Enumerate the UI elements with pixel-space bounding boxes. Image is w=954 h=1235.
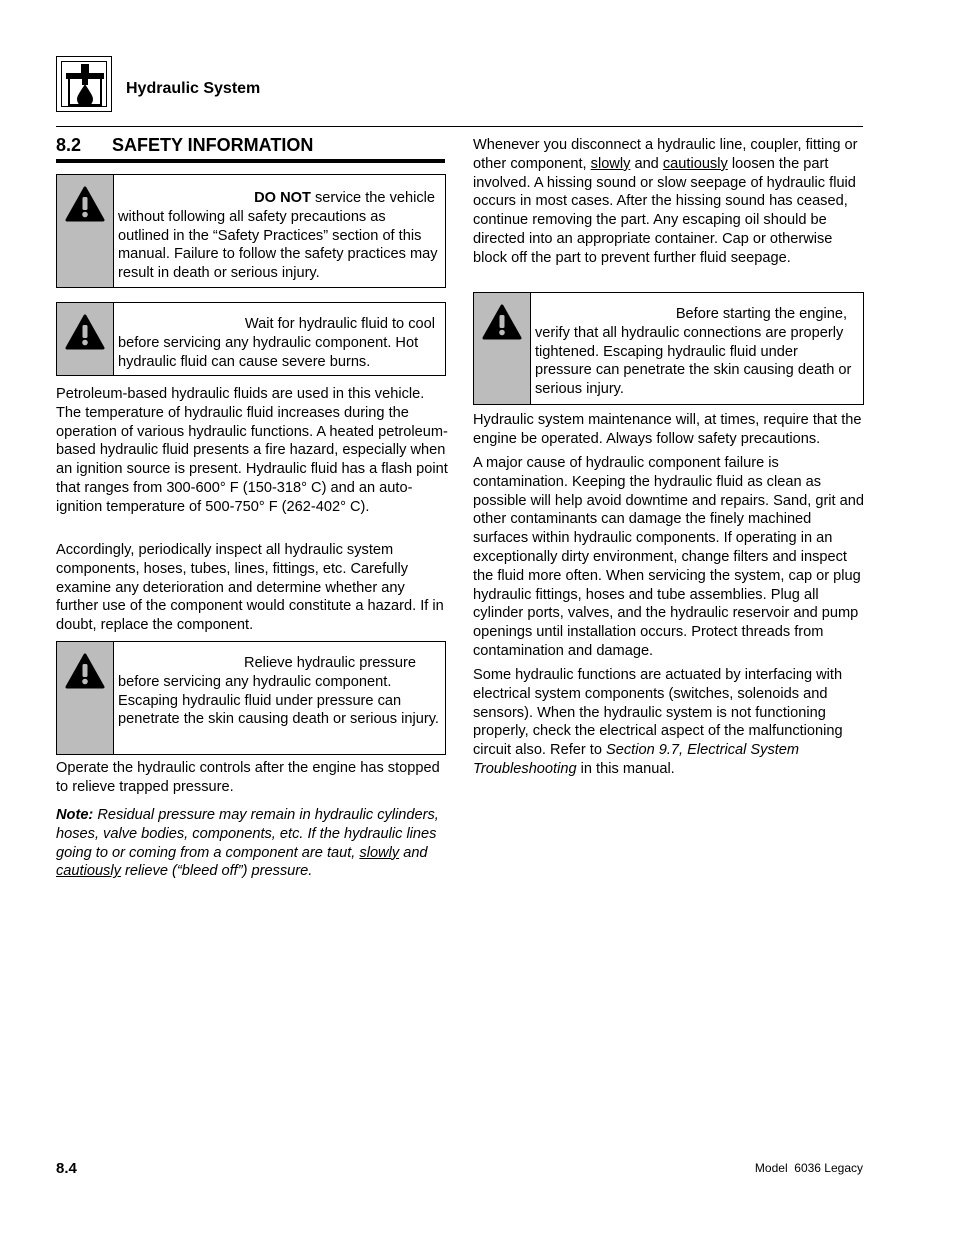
warning-body: before servicing any hydraulic component. Escaping hydraulic fluid under pressure can penetrate the skin causing death or serious injury. (118, 673, 439, 728)
note-text: Residual pressure may remain in hydraulic cylinders, hoses, valve bodies, components, etc. If the hydraulic lines going to or coming from a component are taut, (56, 807, 439, 861)
note-text: and (403, 844, 428, 861)
warning-box (56, 174, 446, 288)
warning-text (114, 303, 445, 375)
warning-body: before servicing any hydraulic component. Hot hydraulic fluid can cause severe burns. (118, 334, 419, 370)
warning-text (531, 293, 863, 404)
header-divider (56, 126, 863, 127)
paragraph-underline: slowly (590, 155, 631, 172)
paragraph-text: loosen the part involved. A hissing sound or slow seepage of hydraulic fluid occurs in most cases. After the hissing sound has ceased, continue removing the part. Any escaping oil should be directed into an appropriate container. Cap or otherwise block off the part to prevent further fluid seepage. (473, 155, 856, 266)
section-title: SAFETY INFORMATION (112, 135, 314, 155)
paragraph (473, 136, 865, 268)
paragraph-text: Whenever you disconnect a hydraulic line, coupler, fitting or other component, (473, 137, 858, 172)
page-number: 8.4 (56, 1160, 77, 1177)
model-label: Model 6036 Legacy (754, 1161, 863, 1175)
section-heading-rule (56, 159, 445, 163)
paragraph: Accordingly, periodically inspect all hydraulic system components, hoses, tubes, lines, fittings, etc. Carefully examine any deterioration and determine whether any further use of the component would constitute a hazard. If in doubt, replace the component. (56, 542, 444, 634)
note-text: relieve (“bleed off”) pressure. (124, 863, 313, 880)
warning-sidebar (57, 642, 114, 754)
warning-body: verify that all hydraulic connections are properly tightened. Escaping hydraulic fluid under pressure can penetrate the skin causing death or serious injury. (535, 324, 852, 398)
note-label: Note: (56, 807, 94, 823)
warning-text (114, 175, 445, 287)
paragraph-text: and (634, 155, 659, 172)
warning-sidebar (474, 293, 531, 404)
warning-text (114, 642, 445, 754)
section-reference: Section 9.7, Electrical System Troubleshooting (473, 742, 800, 777)
warning-lead-bold: DO NOT (254, 190, 311, 206)
note-underline: cautiously (56, 863, 121, 880)
paragraph-underline: cautiously (662, 155, 728, 172)
warning-exclamation-icon (65, 185, 105, 223)
paragraph-text: Some hydraulic functions are actuated by interfacing with electrical system components (switches, solenoids and sensors). When the hydraulic system is not functioning properly, check the electrical aspect of the malfunctioning circuit also. Refer to (473, 667, 843, 759)
paragraph-text: in this manual. (580, 760, 675, 777)
section-label: Hydraulic System (126, 80, 261, 97)
warning-box (473, 292, 864, 405)
paragraph: Petroleum-based hydraulic fluids are used in this vehicle. The temperature of hydraulic fluid increases during the operation of various hydraulic functions. A heated petroleum-based hydraulic fluid presents a fire hazard, especially when an ignition source is present. Hydraulic fluid has a flash point that ranges from 300-600° F (150-318° C) and an auto-ignition temperature of 500-750° F (262-402° C). (56, 386, 448, 515)
warning-exclamation-icon (65, 652, 105, 690)
warning-sidebar (57, 303, 114, 375)
paragraph: A major cause of hydraulic component failure is contamination. Keeping the hydraulic fluid as clean as possible will help avoid downtime and repairs. Sand, grit and other contaminants can damage the finely machined surfaces within hydraulic components. If operating in an exceptionally dirty environment, change filters and inspect the fluid more often. When servicing the system, cap or plug hydraulic fittings, hoses and tube assemblies. Plug all cylinder ports, valves, and the hydraulic reservoir and pump openings until installation occurs. Protect threads from contamination and damage. (473, 455, 865, 659)
paragraph (473, 666, 865, 779)
section-heading (56, 135, 313, 156)
note-paragraph (56, 806, 448, 881)
warning-box (56, 641, 446, 755)
warning-sidebar (57, 175, 114, 287)
warning-lead: Wait for hydraulic fluid to cool (244, 316, 435, 332)
warning-lead: Before starting the engine, (675, 306, 847, 322)
warning-box (56, 302, 446, 376)
warning-exclamation-icon (65, 313, 105, 351)
warning-lead (118, 189, 439, 208)
paragraph: Hydraulic system maintenance will, at times, require that the engine be operated. Always follow safety precautions. (473, 412, 862, 447)
hydraulic-cylinder-drop-icon (56, 56, 112, 112)
warning-lead-rest: service the vehicle (310, 190, 435, 206)
paragraph: Operate the hydraulic controls after the engine has stopped to relieve trapped pressure. (56, 760, 440, 795)
section-number: 8.2 (56, 135, 82, 155)
warning-lead: Relieve hydraulic pressure (244, 655, 416, 671)
warning-exclamation-icon (482, 303, 522, 341)
note-underline: slowly (359, 844, 400, 861)
warning-body: without following all safety precautions as outlined in the “Safety Practices” section of this manual. Failure to follow the safety practices may result in death or serious injury. (118, 208, 438, 282)
